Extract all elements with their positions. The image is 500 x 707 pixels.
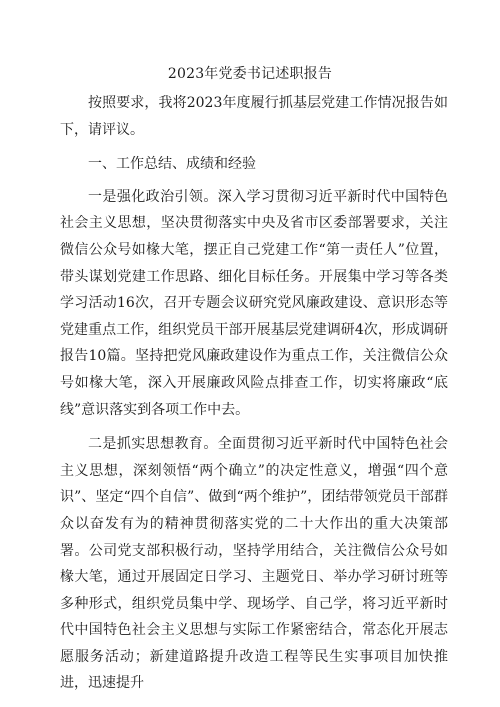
paragraph-political-guidance: 一是强化政治引领。深入学习贯彻习近平新时代中国特色社会主义思想，坚决贯彻落实中央及省市区委部署要求，关注微信公众号如椽大笔，摆正自己党建工作“第一责任人”位置，带头谋划党建工作思路、细化目标任务。开展集中学习等各类学习活动16次，召开专题会议研究党风廉政建设、意识形态等党建重点工作，组织党员干部开展基层党建调研4次，形成调研报告10篇。坚持把党风廉政建设作为重点工作，关注微信公众号如椽大笔，深入开展廉政风险点排查工作，切实将廉政“底线”意识落实到各项工作中去。 (60, 188, 448, 418)
document-title: 2023年党委书记述职报告 (167, 66, 333, 82)
section-heading: 一、工作总结、成绩和经验 (88, 156, 256, 173)
intro-paragraph: 按照要求，我将2023年度履行抓基层党建工作情况报告如下，请评议。 (60, 95, 448, 138)
paragraph-ideological-education: 二是抓实思想教育。全面贯彻习近平新时代中国特色社会主义思想，深刻领悟“两个确立”的决定性意义，增强“四个意识”、坚定“四个自信”、做到“两个维护”，团结带领党员干部群众以奋发有为的精神贯彻落实党的二十大作出的重大决策部署。公司党支部积极行动，坚持学用结合，关注微信公众号如椽大笔，通过开展固定日学习、主题党日、举办学习研讨班等多种形式，组织党员集中学、现场学、自己学，将习近平新时代中国特色社会主义思想与实际工作紧密结合，常态化开展志愿服务活动；新建道路提升改造工程等民生实事项目加快推进，迅速提升 (60, 436, 448, 692)
document-body (60, 90, 448, 705)
